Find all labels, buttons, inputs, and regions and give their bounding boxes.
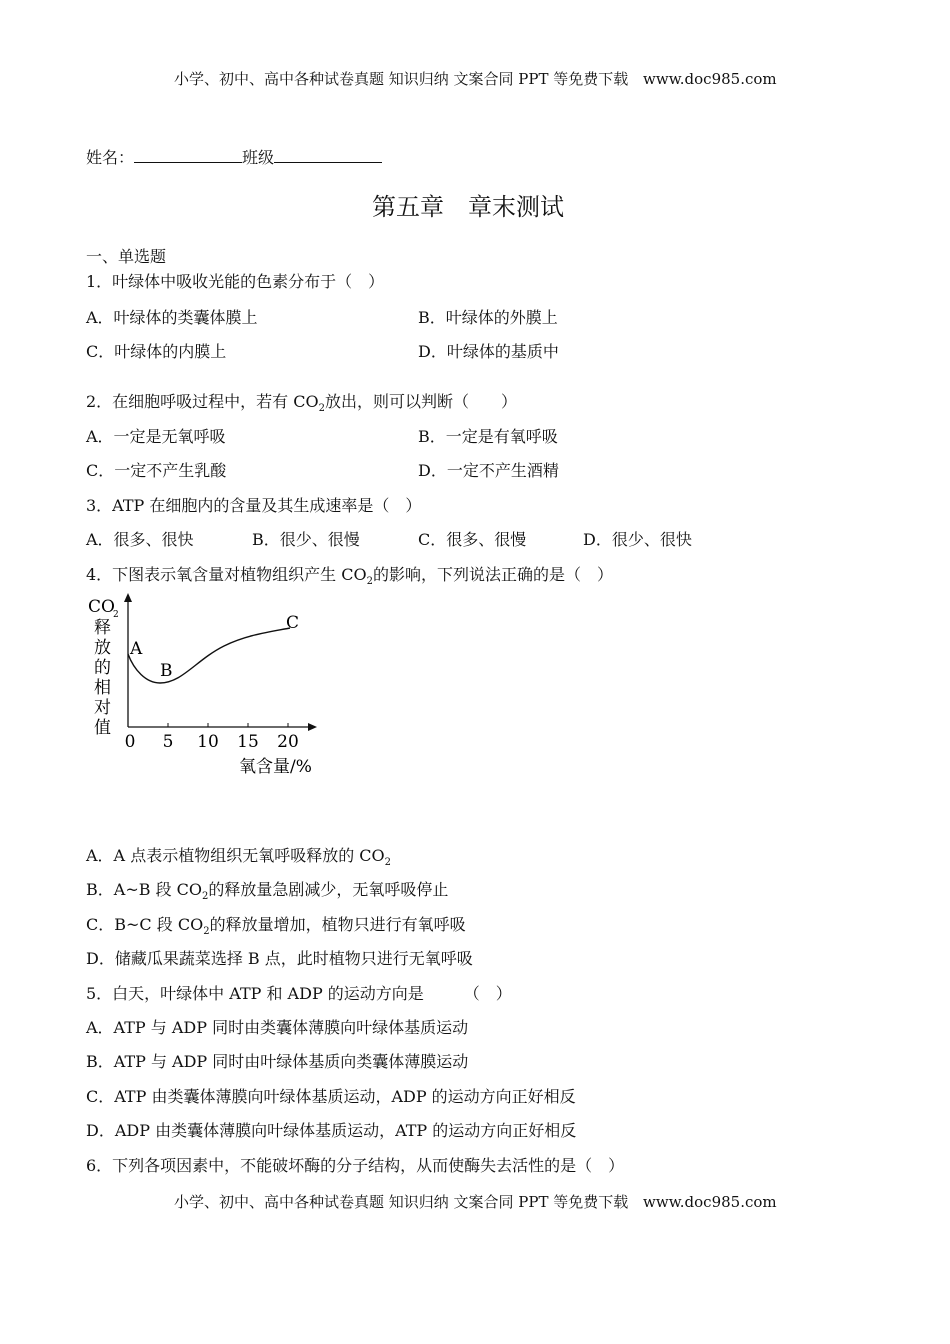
question-5-option-d[interactable]: D．ADP 由类囊体薄膜向叶绿体基质运动，ATP 的运动方向正好相反	[86, 1121, 577, 1140]
question-4-option-b-sub: 2	[202, 891, 209, 903]
chart-y-arrow	[124, 593, 132, 602]
question-4-option-b[interactable]	[86, 877, 448, 902]
question-2-option-c[interactable]: C．一定不产生乳酸	[86, 461, 227, 480]
question-3-stem: 3．ATP 在细胞内的含量及其生成速率是（ ）	[86, 496, 422, 515]
chart-point-a: A	[130, 639, 143, 659]
chart-x-arrow	[308, 723, 317, 731]
question-2-option-a[interactable]: A．一定是无氧呼吸	[86, 427, 226, 446]
chart-point-c: C	[286, 613, 300, 633]
chart-ylabel-chars	[94, 618, 111, 738]
question-4-stem-a: 4．下图表示氧含量对植物组织产生 CO	[86, 565, 367, 584]
student-info	[86, 145, 382, 168]
page-title: 第五章 章末测试	[372, 193, 564, 221]
question-4-option-d[interactable]: D．储藏瓜果蔬菜选择 B 点，此时植物只进行无氧呼吸	[86, 949, 473, 968]
question-4-option-c-text-a: C．B~C 段 CO	[86, 915, 204, 934]
question-2-option-b[interactable]: B．一定是有氧呼吸	[418, 427, 558, 446]
question-4-stem	[86, 562, 613, 587]
chart-x-tick-label: 5	[162, 732, 174, 752]
question-1-stem: 1．叶绿体中吸收光能的色素分布于（ ）	[86, 272, 385, 291]
chart-x-tick-label: 15	[237, 732, 259, 752]
chart-curve	[128, 628, 290, 683]
page-header	[174, 68, 777, 89]
chart-point-b: B	[160, 661, 173, 681]
footer-site: www.doc985.com	[643, 1193, 777, 1211]
question-3-option-c[interactable]: C．很多、很慢	[418, 530, 527, 549]
name-label: 姓名：	[86, 148, 135, 167]
question-5-option-a[interactable]: A．ATP 与 ADP 同时由类囊体薄膜向叶绿体基质运动	[86, 1018, 469, 1037]
question-4-option-a-sub: 2	[384, 857, 392, 869]
question-4-option-b-text-b: 的释放量急剧减少，无氧呼吸停止	[208, 880, 449, 899]
question-3-option-d[interactable]: D．很少、很快	[583, 530, 692, 549]
question-2-stem-b: 放出，则可以判断（ ）	[325, 392, 518, 411]
class-blank[interactable]	[274, 148, 382, 163]
question-5-option-c[interactable]: C．ATP 由类囊体薄膜向叶绿体基质运动，ADP 的运动方向正好相反	[86, 1087, 576, 1106]
chart-xlabel: 氧含量/%	[239, 757, 312, 777]
chart-ylabel-sub: 2	[113, 610, 119, 620]
footer-text: 小学、初中、高中各种试卷真题 知识归纳 文案合同 PPT 等免费下载	[174, 1193, 629, 1211]
header-site: www.doc985.com	[643, 70, 777, 88]
chart-ylabel-char: 相	[94, 678, 111, 698]
chart-x-tick-label: 20	[277, 732, 299, 752]
question-5-stem: 5．白天，叶绿体中 ATP 和 ADP 的运动方向是 （ ）	[86, 984, 512, 1003]
question-3-option-b[interactable]: B．很少、很慢	[252, 530, 360, 549]
question-4-stem-b: 的影响，下列说法正确的是（ ）	[373, 565, 614, 584]
question-1-option-d[interactable]: D．叶绿体的基质中	[418, 342, 559, 361]
question-4-sub: 2	[366, 576, 374, 588]
question-4-option-b-text-a: B．A~B 段 CO	[86, 880, 203, 899]
question-4-option-a-text: A．A 点表示植物组织无氧呼吸释放的 CO	[86, 846, 385, 865]
oxygen-co2-chart	[84, 590, 334, 790]
question-3-option-a[interactable]: A．很多、很快	[86, 530, 194, 549]
question-4-option-c[interactable]	[86, 912, 466, 937]
chart-x-tick-label: 10	[197, 732, 219, 752]
question-1-option-b[interactable]: B．叶绿体的外膜上	[418, 308, 558, 327]
question-1-option-c[interactable]: C．叶绿体的内膜上	[86, 342, 227, 361]
chart-x-tick-label: 0	[124, 732, 136, 752]
class-label: 班级	[242, 148, 275, 167]
chart-ylabel-char: 值	[94, 718, 111, 738]
page-footer	[174, 1191, 777, 1212]
chart-ylabel-char: 释	[94, 618, 111, 638]
question-1-option-a[interactable]: A．叶绿体的类囊体膜上	[86, 308, 258, 327]
question-4-option-c-text-b: 的释放量增加，植物只进行有氧呼吸	[209, 915, 466, 934]
chart-ylabel-char: 放	[94, 638, 111, 658]
chart-ylabel-top: CO	[88, 597, 115, 617]
section-heading: 一、单选题	[86, 247, 167, 266]
question-2-sub: 2	[318, 403, 326, 415]
question-4-option-c-sub: 2	[203, 926, 210, 938]
question-2-stem	[86, 389, 517, 414]
question-2-stem-a: 2．在细胞呼吸过程中，若有 CO	[86, 392, 319, 411]
question-5-option-b[interactable]: B．ATP 与 ADP 同时由叶绿体基质向类囊体薄膜运动	[86, 1052, 469, 1071]
question-2-option-d[interactable]: D．一定不产生酒精	[418, 461, 559, 480]
question-6-stem: 6．下列各项因素中，不能破坏酶的分子结构，从而使酶失去活性的是（ ）	[86, 1156, 625, 1175]
chart-ylabel-char: 的	[94, 658, 111, 678]
question-4-option-a[interactable]	[86, 843, 391, 868]
name-blank[interactable]	[134, 148, 242, 163]
header-text: 小学、初中、高中各种试卷真题 知识归纳 文案合同 PPT 等免费下载	[174, 70, 629, 88]
chart-ylabel-char: 对	[94, 698, 111, 718]
